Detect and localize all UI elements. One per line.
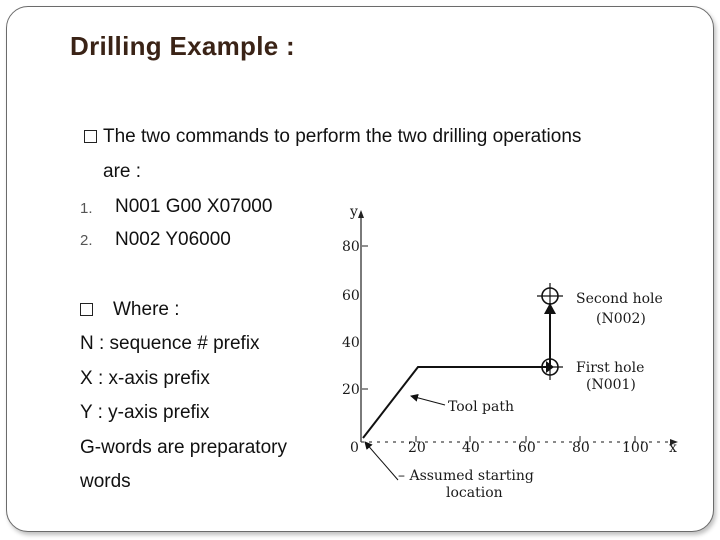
command-1-number: 1. bbox=[80, 200, 93, 217]
first-hole-marker bbox=[537, 354, 563, 380]
start-label-line2: location bbox=[446, 485, 503, 501]
where-label: Where : bbox=[113, 299, 180, 320]
definition-x: X : x-axis prefix bbox=[80, 368, 210, 389]
x-tick-80: 80 bbox=[572, 440, 590, 456]
start-pointer bbox=[365, 442, 398, 480]
bullet-where bbox=[80, 299, 180, 321]
start-label-line1: – Assumed starting bbox=[398, 468, 534, 484]
bullet-commands bbox=[84, 126, 581, 148]
bullet-box-icon bbox=[80, 303, 93, 316]
x-tick-100: 100 bbox=[622, 440, 649, 456]
x-tick-40: 40 bbox=[462, 440, 480, 456]
bullet-box-icon bbox=[84, 130, 97, 143]
slide-title: Drilling Example : bbox=[70, 31, 296, 61]
drilling-diagram bbox=[330, 190, 690, 510]
origin-label: 0 bbox=[350, 440, 359, 456]
first-hole-code: (N001) bbox=[586, 377, 636, 393]
x-tick-60: 60 bbox=[518, 440, 536, 456]
bullet-text-line2: are : bbox=[103, 161, 142, 182]
y-tick-80: 80 bbox=[342, 239, 360, 255]
definition-y: Y : y-axis prefix bbox=[80, 402, 210, 423]
bullet-text-line1: The two commands to perform the two drilling operations bbox=[103, 126, 582, 147]
y-axis-label: y bbox=[350, 204, 358, 220]
y-tick-60: 60 bbox=[342, 288, 360, 304]
second-hole-marker bbox=[537, 283, 563, 309]
command-1-text: N001 G00 X07000 bbox=[115, 196, 273, 217]
tool-path-line bbox=[363, 303, 550, 438]
first-hole-label: First hole bbox=[576, 360, 645, 376]
command-2-number: 2. bbox=[80, 232, 93, 249]
y-axis-arrow-icon bbox=[358, 210, 364, 218]
x-axis-label: x bbox=[669, 440, 677, 456]
y-tick-20: 20 bbox=[342, 382, 360, 398]
definition-g-words-cont: words bbox=[80, 471, 131, 492]
y-tick-40: 40 bbox=[342, 335, 360, 351]
definition-n: N : sequence # prefix bbox=[80, 333, 260, 354]
definition-g-words: G-words are preparatory bbox=[80, 437, 287, 458]
tool-path-pointer bbox=[411, 396, 445, 405]
x-tick-20: 20 bbox=[408, 440, 426, 456]
tool-path-label: Tool path bbox=[448, 399, 514, 415]
second-hole-label: Second hole bbox=[576, 291, 663, 307]
second-hole-code: (N002) bbox=[596, 311, 646, 327]
command-2-text: N002 Y06000 bbox=[115, 229, 231, 250]
